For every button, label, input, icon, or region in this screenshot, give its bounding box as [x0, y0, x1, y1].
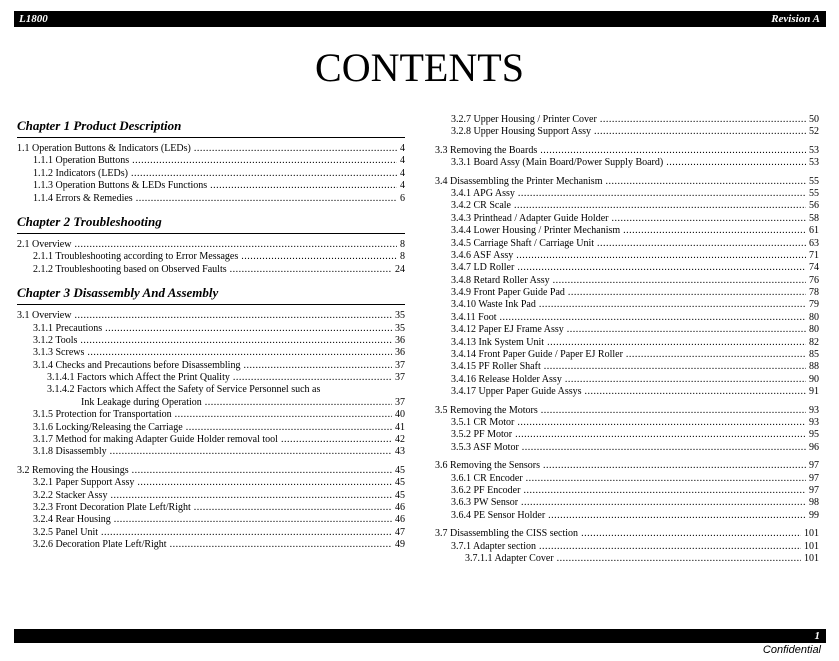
toc-entry-title: 3.5 Removing the Motors	[435, 404, 538, 416]
dot-leader	[105, 323, 392, 335]
dot-leader	[175, 409, 392, 421]
toc-entry	[17, 323, 405, 335]
toc-entry-title: 3.4.16 Release Holder Assy	[451, 373, 562, 385]
dot-leader	[205, 397, 392, 409]
toc-entry	[17, 335, 405, 347]
dot-leader	[131, 168, 397, 180]
toc-entry-page: 37	[395, 359, 405, 371]
toc-entry-page: 90	[809, 373, 819, 385]
toc-entry-page: 88	[809, 361, 819, 373]
toc-entry-title: 2.1.2 Troubleshooting based on Observed Faults	[33, 263, 227, 275]
toc-entry-title: 3.1.1 Precautions	[33, 322, 103, 334]
toc-entry-title: 3.1.8 Disassembly	[33, 446, 107, 458]
toc-entry-title: 3.1.3 Screws	[33, 347, 85, 359]
toc-entry-title: 3.4.3 Printhead / Adapter Guide Holder	[451, 212, 609, 224]
dot-leader	[565, 374, 806, 386]
toc-entry-title: 3.4 Disassembling the Printer Mechanism	[435, 175, 603, 187]
dot-leader	[553, 275, 806, 287]
toc-entry-page: 101	[804, 528, 819, 540]
toc-entry-title: 3.4.5 Carriage Shaft / Carriage Unit	[451, 237, 595, 249]
toc-entry	[17, 539, 405, 551]
toc-entry	[435, 442, 819, 454]
toc-entry-page: 45	[395, 489, 405, 501]
toc-entry	[435, 324, 819, 336]
toc-entry-title: 3.2.5 Panel Unit	[33, 526, 98, 538]
chapter-heading: Chapter 3 Disassembly And Assembly	[17, 285, 405, 305]
toc-entry	[17, 264, 405, 276]
toc-entry-title: 3.6.3 PW Sensor	[451, 497, 519, 509]
toc-entry-title: 3.6.2 PF Encoder	[451, 484, 521, 496]
toc-entry-page: 97	[809, 472, 819, 484]
toc-entry	[435, 553, 819, 565]
toc-entry-title: 3.4.4 Lower Housing / Printer Mechanism	[451, 225, 621, 237]
chapter-entries	[17, 310, 405, 551]
toc-entry	[17, 155, 405, 167]
dot-leader	[526, 473, 806, 485]
dot-leader	[514, 200, 806, 212]
toc-entry	[435, 386, 819, 398]
dot-leader	[600, 114, 806, 126]
toc-entry	[435, 200, 819, 212]
toc-entry-page: 93	[809, 404, 819, 416]
toc-entry-page: 85	[809, 349, 819, 361]
toc-entry	[17, 477, 405, 489]
toc-entry-page: 71	[809, 249, 819, 261]
toc-entry	[435, 225, 819, 237]
dot-leader	[626, 349, 806, 361]
toc-entry-page: 58	[809, 212, 819, 224]
toc-entry	[435, 157, 819, 169]
toc-entry-title: 3.4.9 Front Paper Guide Pad	[451, 287, 565, 299]
toc-entry-title: 3.2.3 Front Decoration Plate Left/Right	[33, 501, 191, 513]
toc-entry	[17, 347, 405, 359]
toc-entry	[435, 170, 819, 188]
toc-entry-page: 37	[395, 396, 405, 408]
toc-entry	[435, 510, 819, 522]
toc-entry-page: 8	[400, 238, 405, 250]
toc-entry-page: 24	[395, 263, 405, 275]
toc-entry-page: 8	[400, 251, 405, 263]
toc-entry-page: 36	[395, 347, 405, 359]
toc-entry	[435, 139, 819, 157]
toc-entry-title: 3.7.1 Adapter section	[451, 540, 536, 552]
toc-entry-title: 3.6 Removing the Sensors	[435, 460, 540, 472]
toc-entry	[435, 361, 819, 373]
dot-leader	[594, 126, 806, 138]
toc-entry	[435, 114, 819, 126]
toc-right-column	[435, 114, 819, 565]
dot-leader	[581, 528, 801, 540]
dot-leader	[74, 239, 397, 251]
dot-leader	[136, 193, 397, 205]
toc-entry	[435, 126, 819, 138]
model-name: L1800	[19, 13, 48, 25]
toc-left-column	[17, 114, 405, 552]
dot-leader	[101, 527, 392, 539]
toc-entry	[435, 312, 819, 324]
toc-entry-page: 41	[395, 421, 405, 433]
toc-entry-title: 3.4.11 Foot	[451, 311, 497, 323]
toc-entry-page: 35	[395, 322, 405, 334]
toc-entry-title: 3.4.17 Upper Paper Guide Assys	[451, 386, 582, 398]
toc-entry-title: 3.5.3 ASF Motor	[451, 441, 519, 453]
dot-leader	[137, 477, 392, 489]
toc-entry-page: 45	[395, 477, 405, 489]
toc-entry-page: 50	[809, 114, 819, 125]
toc-entry-title: 3.4.7 LD Roller	[451, 262, 515, 274]
toc-entry-page: 4	[400, 167, 405, 179]
toc-entry-page: 96	[809, 441, 819, 453]
toc-entry-page: 53	[809, 144, 819, 156]
dot-leader	[567, 324, 806, 336]
toc-entry-title: 3.1.6 Locking/Releasing the Carriage	[33, 421, 183, 433]
toc-entry-page: 42	[395, 434, 405, 446]
dot-leader	[568, 287, 806, 299]
toc-entry	[435, 213, 819, 225]
toc-entry-page: 52	[809, 126, 819, 138]
toc-entry-page: 99	[809, 509, 819, 521]
toc-entry-title: 3.2.1 Paper Support Assy	[33, 477, 135, 489]
toc-entry	[17, 168, 405, 180]
toc-entry-page: 93	[809, 416, 819, 428]
toc-entry-title: 1.1.4 Errors & Remedies	[33, 192, 133, 204]
toc-entry-title: 3.1.4.1 Factors which Affect the Print Quality	[47, 372, 230, 384]
toc-entry	[435, 522, 819, 540]
toc-entry	[435, 299, 819, 311]
toc-entry-page: 4	[400, 155, 405, 167]
toc-entry	[17, 180, 405, 192]
dot-leader	[547, 337, 806, 349]
toc-entry	[17, 397, 405, 409]
toc-entry-title: 3.1.4.2 Factors which Affect the Safety of Service Personnel such as	[47, 384, 321, 396]
toc-entry-title: 3.6.4 PE Sensor Holder	[451, 509, 546, 521]
toc-entry-page: 43	[395, 446, 405, 458]
toc-entry-page: 53	[809, 157, 819, 169]
toc-entry	[17, 434, 405, 446]
toc-entry-title: 3.1 Overview	[17, 310, 72, 322]
toc-entry-title: 3.4.2 CR Scale	[451, 200, 511, 212]
dot-leader	[518, 188, 806, 200]
dot-leader	[597, 238, 806, 250]
toc-entry-title: 3.2.6 Decoration Plate Left/Right	[33, 539, 167, 551]
toc-entry-page: 97	[809, 484, 819, 496]
toc-entry-page: 36	[395, 334, 405, 346]
toc-entry-title: 1.1.3 Operation Buttons & LEDs Functions	[33, 180, 208, 192]
toc-entry	[435, 485, 819, 497]
page-title: CONTENTS	[315, 45, 524, 90]
toc-entry	[435, 238, 819, 250]
toc-entry	[435, 429, 819, 441]
dot-leader	[210, 180, 397, 192]
toc-entry-title: 1.1.1 Operation Buttons	[33, 155, 130, 167]
toc-entry-title: 3.2 Removing the Housings	[17, 464, 129, 476]
toc-entry-title: Ink Leakage during Operation	[81, 396, 202, 408]
toc-entry-page: 4	[400, 180, 405, 192]
toc-entry	[17, 446, 405, 458]
toc-entry-title: 3.1.2 Tools	[33, 334, 78, 346]
toc-entry-page: 4	[400, 143, 405, 154]
toc-entry-page: 45	[395, 464, 405, 476]
toc-entry	[17, 514, 405, 526]
toc-entry	[17, 310, 405, 322]
dot-leader	[544, 361, 806, 373]
dot-leader	[517, 262, 806, 274]
toc-entry	[17, 239, 405, 251]
toc-entry-page: 55	[809, 175, 819, 187]
toc-entry	[435, 374, 819, 386]
dot-leader	[522, 442, 806, 454]
toc-entry-title: 3.4.13 Ink System Unit	[451, 336, 545, 348]
toc-entry	[17, 502, 405, 514]
dot-leader	[132, 155, 397, 167]
toc-entry	[17, 193, 405, 205]
toc-entry-page: 46	[395, 514, 405, 526]
toc-entry-title: 3.2.4 Rear Housing	[33, 514, 111, 526]
toc-entry-page: 98	[809, 497, 819, 509]
toc-entry	[435, 497, 819, 509]
chapter-heading: Chapter 2 Troubleshooting	[17, 214, 405, 234]
dot-leader	[74, 310, 392, 322]
dot-leader	[548, 510, 806, 522]
page-number: 1	[814, 630, 820, 642]
toc-entry	[17, 143, 405, 155]
toc-entry	[435, 473, 819, 485]
toc-entry-page: 40	[395, 409, 405, 421]
dot-leader	[517, 417, 806, 429]
dot-leader	[241, 251, 397, 263]
dot-leader	[666, 157, 806, 169]
toc-entry-title: 3.2.8 Upper Housing Support Assy	[451, 126, 592, 138]
toc-entry-page: 76	[809, 274, 819, 286]
toc-entry-page: 61	[809, 225, 819, 237]
toc-entry-title: 3.5.1 CR Motor	[451, 416, 515, 428]
toc-entry-page: 101	[804, 552, 819, 564]
toc-entry-page: 47	[395, 526, 405, 538]
toc-entry-title: 2.1.1 Troubleshooting according to Error Messages	[33, 251, 239, 263]
toc-entry-title: 3.1.5 Protection for Transportation	[33, 409, 172, 421]
toc-entry-page: 78	[809, 287, 819, 299]
toc-entry-page: 49	[395, 539, 405, 551]
dot-leader	[194, 143, 397, 155]
toc-entry-title: 3.4.10 Waste Ink Pad	[451, 299, 536, 311]
dot-leader	[557, 553, 801, 565]
toc-entry	[435, 262, 819, 274]
dot-leader	[516, 250, 806, 262]
toc-entry-page: 80	[809, 311, 819, 323]
toc-entry	[17, 360, 405, 372]
toc-entry-title: 3.3.1 Board Assy (Main Board/Power Supply Board)	[451, 157, 664, 169]
dot-leader	[539, 541, 801, 553]
dot-leader	[281, 434, 392, 446]
toc-entry-page: 55	[809, 187, 819, 199]
toc-entry-page: 101	[804, 540, 819, 552]
toc-entry	[435, 541, 819, 553]
dot-leader	[523, 485, 806, 497]
toc-entry-page: 6	[400, 192, 405, 204]
chapter-entries	[17, 239, 405, 276]
toc-entry	[435, 349, 819, 361]
toc-entry-title: 3.7.1.1 Adapter Cover	[465, 552, 554, 564]
toc-entry	[435, 417, 819, 429]
toc-entry	[435, 337, 819, 349]
toc-entry	[17, 384, 405, 396]
toc-entry	[435, 287, 819, 299]
toc-entry-title: 3.6.1 CR Encoder	[451, 472, 523, 484]
toc-entry	[17, 251, 405, 263]
toc-entry-title: 1.1 Operation Buttons & Indicators (LEDs)	[17, 143, 191, 154]
confidential-label: Confidential	[762, 644, 821, 656]
dot-leader	[243, 360, 392, 372]
toc-entry-page: 79	[809, 299, 819, 311]
dot-leader	[611, 213, 806, 225]
dot-leader	[186, 422, 392, 434]
dot-leader	[110, 490, 392, 502]
chapter-heading: Chapter 1 Product Description	[17, 118, 405, 138]
toc-entry-page: 63	[809, 237, 819, 249]
toc-entry-title: 3.4.14 Front Paper Guide / Paper EJ Roller	[451, 349, 623, 361]
dot-leader	[170, 539, 392, 551]
revision-label: Revision A	[771, 13, 820, 25]
toc-entry-page: 56	[809, 200, 819, 212]
toc-entry-title: 3.1.7 Method for making Adapter Guide Holder removal tool	[33, 434, 278, 446]
toc-entry	[435, 399, 819, 417]
toc-entry-title: 3.2.2 Stacker Assy	[33, 489, 108, 501]
toc-entry-title: 3.4.8 Retard Roller Assy	[451, 274, 550, 286]
dot-leader	[194, 502, 392, 514]
toc-entry	[17, 490, 405, 502]
toc-entry	[435, 275, 819, 287]
dot-leader	[110, 446, 392, 458]
toc-entry-title: 3.3 Removing the Boards	[435, 144, 538, 156]
dot-leader	[623, 225, 806, 237]
dot-leader	[605, 176, 806, 188]
dot-leader	[543, 460, 806, 472]
dot-leader	[515, 429, 806, 441]
toc-entry-title: 3.5.2 PF Motor	[451, 429, 513, 441]
toc-entry-page: 37	[395, 372, 405, 384]
header-bar	[14, 11, 826, 27]
toc-entry-title: 3.2.7 Upper Housing / Printer Cover	[451, 114, 597, 125]
dot-leader	[521, 497, 806, 509]
dot-leader	[230, 264, 392, 276]
footer-bar	[14, 629, 826, 643]
toc-entry-title: 3.1.4 Checks and Precautions before Disassembling	[33, 359, 241, 371]
dot-leader	[540, 145, 806, 157]
dot-leader	[132, 465, 392, 477]
toc-entry	[435, 454, 819, 472]
toc-entry-page: 46	[395, 501, 405, 513]
dot-leader	[499, 312, 806, 324]
toc-entry-page: 91	[809, 386, 819, 398]
dot-leader	[539, 299, 806, 311]
toc-entry-page: 97	[809, 460, 819, 472]
dot-leader	[114, 514, 392, 526]
toc-entry	[17, 422, 405, 434]
toc-entry-title: 3.4.15 PF Roller Shaft	[451, 361, 541, 373]
toc-entry	[17, 527, 405, 539]
toc-entry	[17, 459, 405, 477]
dot-leader	[585, 386, 806, 398]
toc-entry-title: 1.1.2 Indicators (LEDs)	[33, 167, 128, 179]
toc-entry-title: 3.4.12 Paper EJ Frame Assy	[451, 324, 564, 336]
toc-entry-page: 82	[809, 336, 819, 348]
toc-entry	[435, 188, 819, 200]
toc-entry-page: 74	[809, 262, 819, 274]
toc-entry-title: 3.4.6 ASF Assy	[451, 249, 514, 261]
toc-entry-title: 3.7 Disassembling the CISS section	[435, 528, 579, 540]
dot-leader	[80, 335, 392, 347]
toc-entry-page: 80	[809, 324, 819, 336]
toc-entry-title: 2.1 Overview	[17, 238, 72, 250]
dot-leader	[87, 347, 392, 359]
toc-entry	[17, 409, 405, 421]
dot-leader	[233, 372, 392, 384]
dot-leader	[541, 405, 806, 417]
toc-entry	[435, 250, 819, 262]
toc-entry	[17, 372, 405, 384]
toc-entry-title: 3.4.1 APG Assy	[451, 187, 515, 199]
toc-entry-page: 35	[395, 310, 405, 322]
toc-entry-page: 95	[809, 429, 819, 441]
chapter-entries	[17, 143, 405, 205]
